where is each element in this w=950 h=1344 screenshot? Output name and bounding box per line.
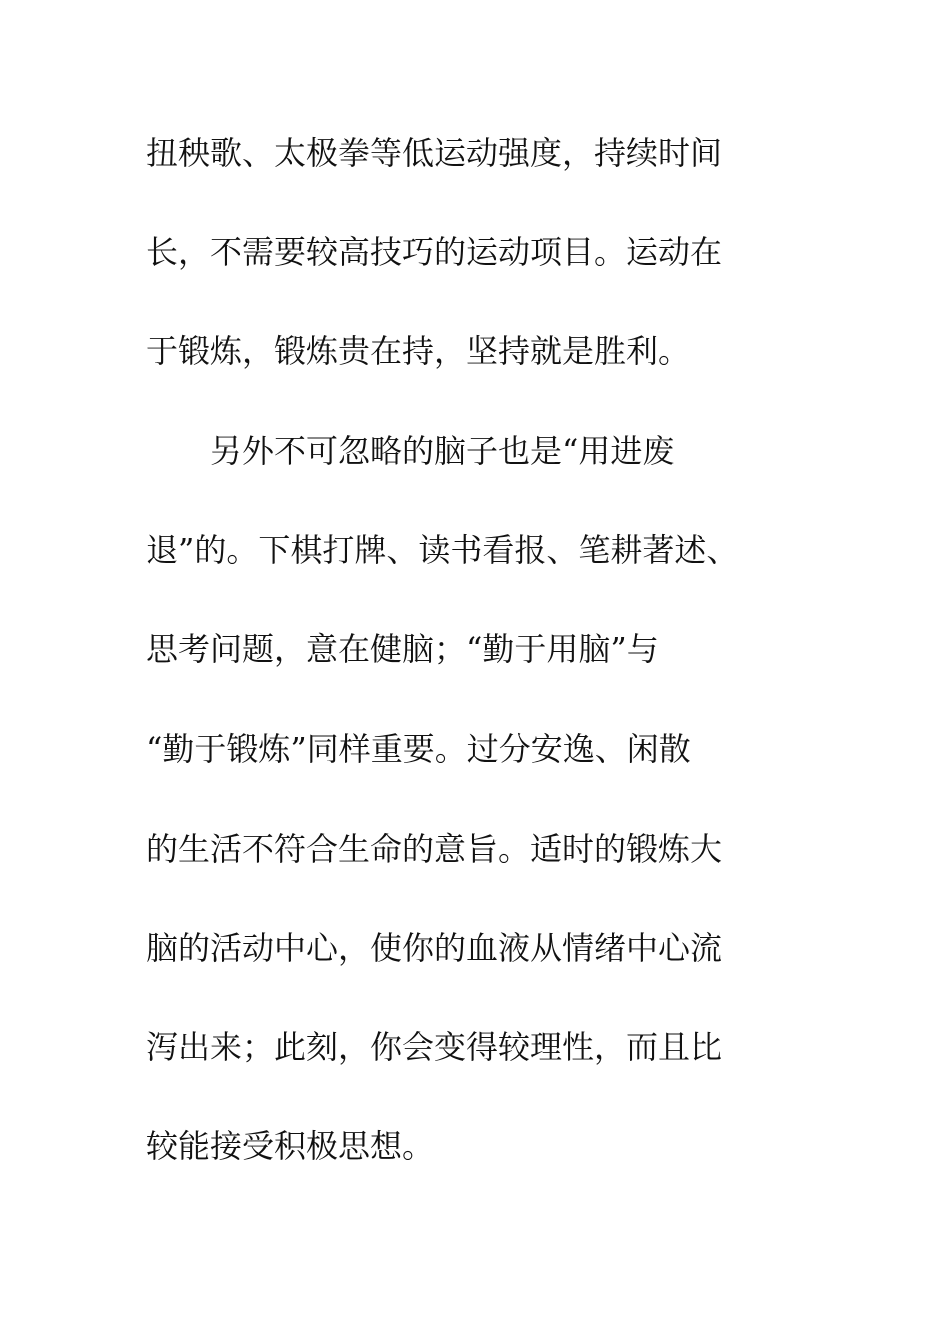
text-line-6: 思考问题，意在健脑；“勤于用脑”与 — [146, 630, 659, 668]
text-line-2: 长，不需要较高技巧的运动项目。运动在 — [146, 233, 723, 271]
text-line-8: 的生活不符合生命的意旨。适时的锻炼大 — [146, 830, 723, 868]
text-line-5: 退”的。下棋打牌、读书看报、笔耕著述、 — [146, 531, 739, 569]
text-line-9: 脑的活动中心，使你的血液从情绪中心流 — [146, 929, 723, 967]
text-line-10: 泻出来；此刻，你会变得较理性，而且比 — [146, 1028, 723, 1066]
text-line-11: 较能接受积极思想。 — [146, 1127, 435, 1165]
text-line-1: 扭秧歌、太极拳等低运动强度，持续时间 — [146, 134, 723, 172]
text-line-3: 于锻炼，锻炼贵在持，坚持就是胜利。 — [146, 332, 691, 370]
text-line-7: “勤于锻炼”同样重要。过分安逸、闲散 — [146, 730, 691, 768]
text-line-4-paragraph-start: 另外不可忽略的脑子也是“用进废 — [210, 432, 675, 470]
